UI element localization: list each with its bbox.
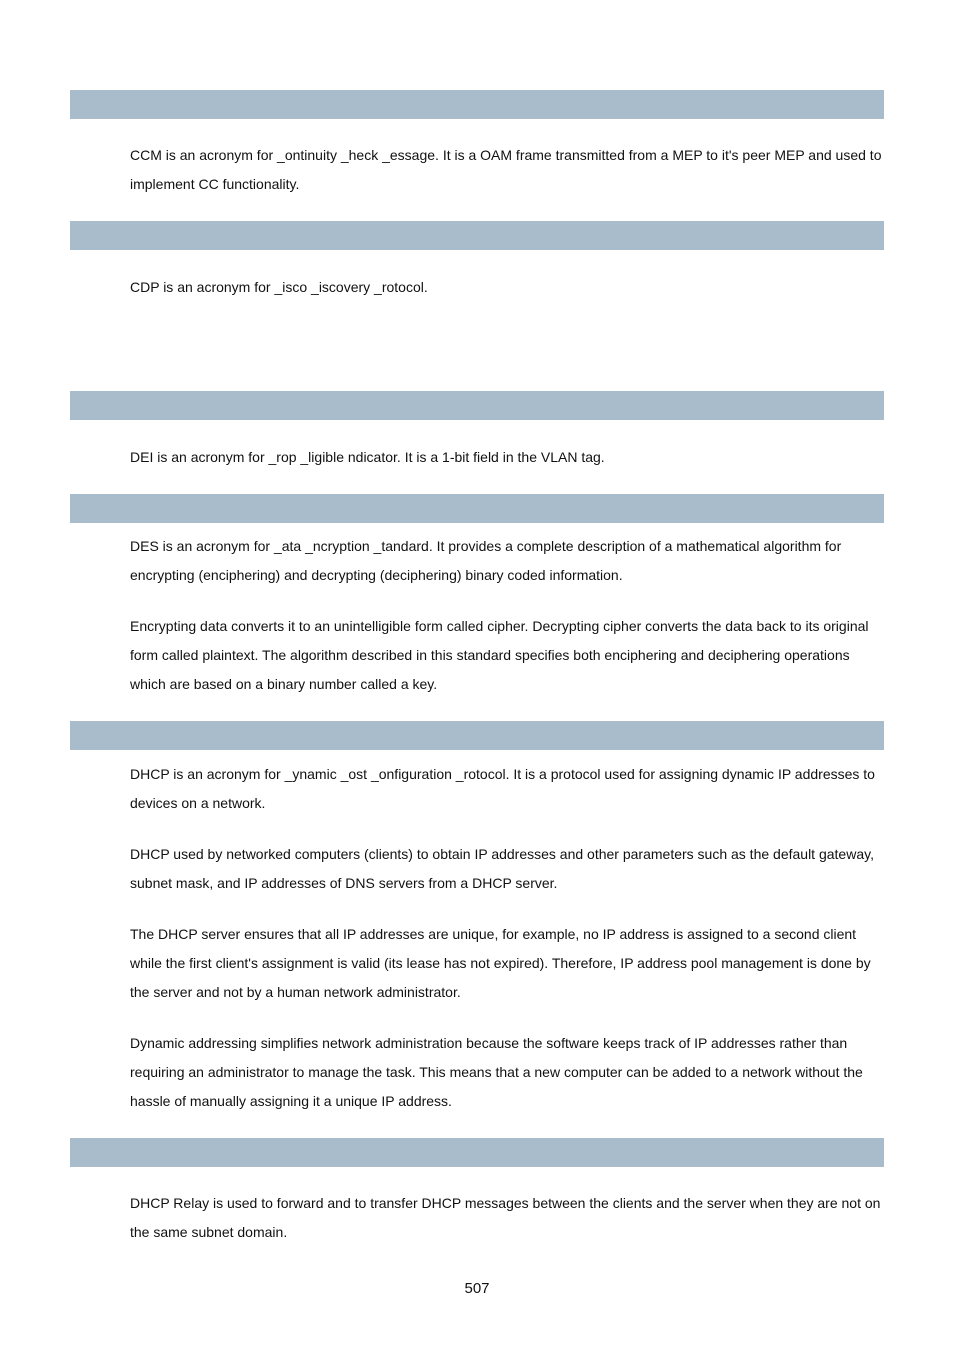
page-number: 507 — [464, 1280, 490, 1297]
section-header-bar-ccm — [70, 90, 884, 119]
paragraph-dhcp-2: DHCP used by networked computers (clients) to obtain IP addresses and other parameters such as the default gateway, subnet mask, and IP addresses of DNS servers from a DHCP server. — [130, 846, 874, 891]
section-header-bar-cdp — [70, 221, 884, 250]
paragraph-cdp-1: CDP is an acronym for _isco _iscovery _rotocol. — [130, 279, 428, 295]
paragraph-dhcp-4: Dynamic addressing simplifies network administration because the software keeps track of IP addresses rather than requiring an administrator to manage the task. This means that a new computer can be added to a network without the hassle of manually assigning it a unique IP address. — [130, 1035, 863, 1109]
paragraph-dhcp-1: DHCP is an acronym for _ynamic _ost _onfiguration _rotocol. It is a protocol used for assigning dynamic IP addresses to devices on a network. — [130, 766, 875, 811]
paragraph-des-1: DES is an acronym for _ata _ncryption _tandard. It provides a complete description of a mathematical algorithm for encrypting (enciphering) and decrypting (deciphering) binary coded information. — [130, 538, 842, 583]
section-header-bar-dei — [70, 391, 884, 420]
section-header-bar-des — [70, 494, 884, 523]
paragraph-dei-1: DEI is an acronym for _rop _ligible ndicator. It is a 1-bit field in the VLAN tag. — [130, 449, 605, 465]
section-header-bar-dhcp-relay — [70, 1138, 884, 1167]
paragraph-dhcp-relay-1: DHCP Relay is used to forward and to transfer DHCP messages between the clients and the server when they are not on the same subnet domain. — [130, 1195, 881, 1240]
section-header-bar-dhcp — [70, 721, 884, 750]
paragraph-ccm-1: CCM is an acronym for _ontinuity _heck _essage. It is a OAM frame transmitted from a MEP to it's peer MEP and used to implement CC functionality. — [130, 147, 882, 192]
paragraph-des-2: Encrypting data converts it to an unintelligible form called cipher. Decrypting cipher converts the data back to its original form called plaintext. The algorithm described in this standard specifies both enciphering and deciphering operations which are based on a binary number called a key. — [130, 618, 869, 692]
paragraph-dhcp-3: The DHCP server ensures that all IP addresses are unique, for example, no IP address is assigned to a second client while the first client's assignment is valid (its lease has not expired). Therefore, IP address pool management is done by the server and not by a human network administrator. — [130, 926, 871, 1000]
